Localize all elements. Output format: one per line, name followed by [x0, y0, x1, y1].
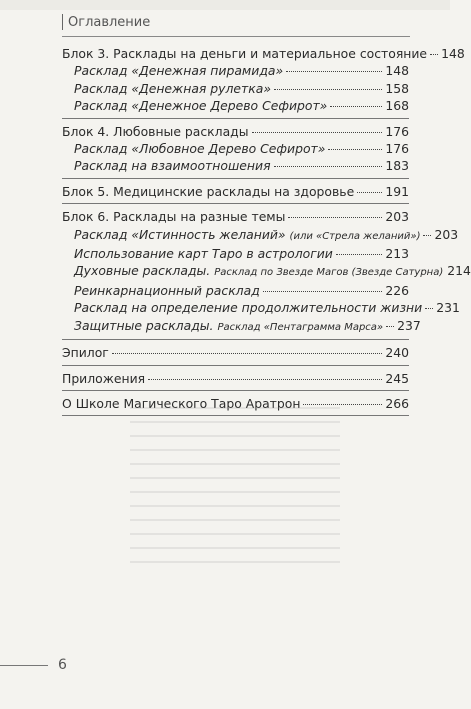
toc-entry-reincarnation[interactable]: Реинкарнационный расклад 226 [74, 282, 409, 298]
toc-entry-money-sephirot[interactable]: Расклад «Денежное Дерево Сефирот» 168 [74, 98, 409, 114]
dot-leader [112, 353, 383, 354]
page-number: 6 [58, 657, 67, 673]
running-header [62, 14, 150, 30]
header-rule [62, 36, 410, 37]
toc-entry-lifespan[interactable]: Расклад на определение продолжительности жизни 231 [74, 300, 460, 316]
section-divider [62, 118, 409, 119]
section-divider [62, 390, 409, 391]
dot-leader [336, 254, 383, 255]
section-divider [62, 339, 409, 340]
dot-leader [386, 326, 394, 327]
toc-entry-relationships[interactable]: Расклад на взаимоотношения 183 [74, 158, 409, 174]
toc-entry-block5[interactable]: Блок 5. Медицинские расклады на здоровье 191 [62, 183, 409, 199]
toc-entry-epilogue[interactable]: Эпилог 240 [62, 345, 409, 361]
bleed-through-texture [130, 395, 340, 630]
toc-entry-appendix[interactable]: Приложения 245 [62, 370, 409, 386]
toc-entry-money-roulette[interactable]: Расклад «Денежная рулетка» 158 [74, 80, 409, 96]
header-divider [62, 14, 63, 30]
toc-entry-spiritual[interactable]: Духовные расклады. Расклад по Звезде Магов (Звезде Сатурна) 214 [74, 263, 471, 279]
dot-leader [274, 166, 383, 167]
toc-entry-block6[interactable]: Блок 6. Расклады на разные темы 203 [62, 209, 409, 225]
dot-leader [286, 71, 382, 72]
dot-leader [274, 89, 382, 90]
dot-leader [263, 291, 383, 292]
top-edge [0, 0, 450, 10]
toc-entry-money-pyramid[interactable]: Расклад «Денежная пирамида» 148 [74, 63, 409, 79]
table-of-contents [62, 45, 471, 420]
toc-entry-love-sephirot[interactable]: Расклад «Любовное Дерево Сефирот» 176 [74, 141, 409, 157]
toc-entry-protective[interactable]: Защитные расклады. Расклад «Пентаграмма Марса» 237 [74, 317, 421, 333]
dot-leader [425, 308, 433, 309]
toc-entry-astrology[interactable]: Использование карт Таро в астрологии 213 [74, 246, 409, 262]
dot-leader [288, 217, 382, 218]
dot-leader [430, 54, 438, 55]
header-title: Оглавление [68, 14, 151, 30]
toc-entry-school[interactable]: О Школе Магического Таро Аратрон 266 [62, 395, 409, 411]
footer-rule [0, 665, 48, 666]
toc-entry-block3[interactable]: Блок 3. Расклады на деньги и материальное состояние 148 [62, 46, 465, 61]
dot-leader [148, 379, 382, 380]
dot-leader [357, 192, 382, 193]
section-divider [62, 203, 409, 204]
section-divider [62, 365, 409, 366]
section-divider [62, 178, 409, 179]
dot-leader [330, 106, 382, 107]
dot-leader [252, 132, 383, 133]
dot-leader [423, 235, 431, 236]
toc-entry-desires[interactable]: Расклад «Истинность желаний» (или «Стрела желаний») 203 [74, 226, 459, 242]
toc-entry-block4[interactable]: Блок 4. Любовные расклады 176 [62, 123, 409, 139]
dot-leader [328, 149, 382, 150]
